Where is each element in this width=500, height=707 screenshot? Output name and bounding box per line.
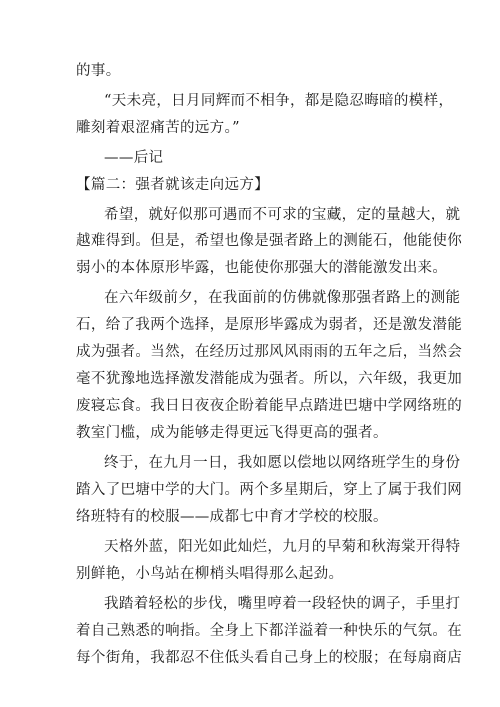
- paragraph-line: 废寝忘食。我日日夜夜企盼着能早点踏进巴塘中学网络班的: [76, 398, 463, 414]
- quote-line: 雕刻着艰涩痛苦的远方。”: [76, 120, 240, 136]
- postscript-label: ——后记: [104, 150, 164, 166]
- paragraph-line: 希望，就好似那可遇而不可求的宝藏，定的量越大，就: [104, 207, 461, 223]
- paragraph-line: 络班特有的校服——成都七中育才学校的校服。: [76, 509, 388, 525]
- paragraph-line: 着自己熟悉的响指。全身上下都洋溢着一种快乐的气氛。在: [76, 623, 463, 639]
- paragraph-line: 毫不犹豫地选择激发潜能成为强者。所以，六年级，我更加: [76, 371, 463, 387]
- paragraph-line: 石，给了我两个选择，是原形毕露成为弱者，还是激发潜能: [76, 317, 463, 333]
- quote-line: “天未亮，日月同辉而不相争，都是隐忍晦暗的模样，: [104, 93, 454, 109]
- paragraph-line: 天格外蓝，阳光如此灿烂，九月的早菊和秋海棠开得特: [104, 539, 461, 555]
- paragraph-line: 教室门槛，成为能够走得更远飞得更高的强者。: [76, 425, 388, 441]
- text-line: 的事。: [76, 63, 121, 79]
- paragraph-line: 终于，在九月一日，我如愿以偿地以网络班学生的身份: [104, 455, 461, 471]
- paragraph-line: 每个街角，我都忍不住低头看自己身上的校服；在每扇商店: [76, 650, 463, 666]
- paragraph-line: 在六年级前夕，在我面前的仿佛就像那强者路上的测能: [104, 290, 461, 306]
- paragraph-line: 踏入了巴塘中学的大门。两个多星期后，穿上了属于我们网: [76, 482, 463, 498]
- paragraph-line: 别鲜艳，小鸟站在柳梢头唱得那么起劲。: [76, 566, 344, 582]
- paragraph-line: 成为强者。当然，在经历过那风风雨雨的五年之后，当然会: [76, 344, 463, 360]
- paragraph-line: 越难得到。但是，希望也像是强者路上的测能石，他能使你: [76, 233, 463, 249]
- section-title: 【篇二：强者就该走向远方】: [76, 177, 270, 193]
- paragraph-line: 弱小的本体原形毕露，也能使你那强大的潜能激发出来。: [76, 260, 448, 276]
- paragraph-line: 我踏着轻松的步伐，嘴里哼着一段轻快的调子，手里打: [104, 596, 461, 612]
